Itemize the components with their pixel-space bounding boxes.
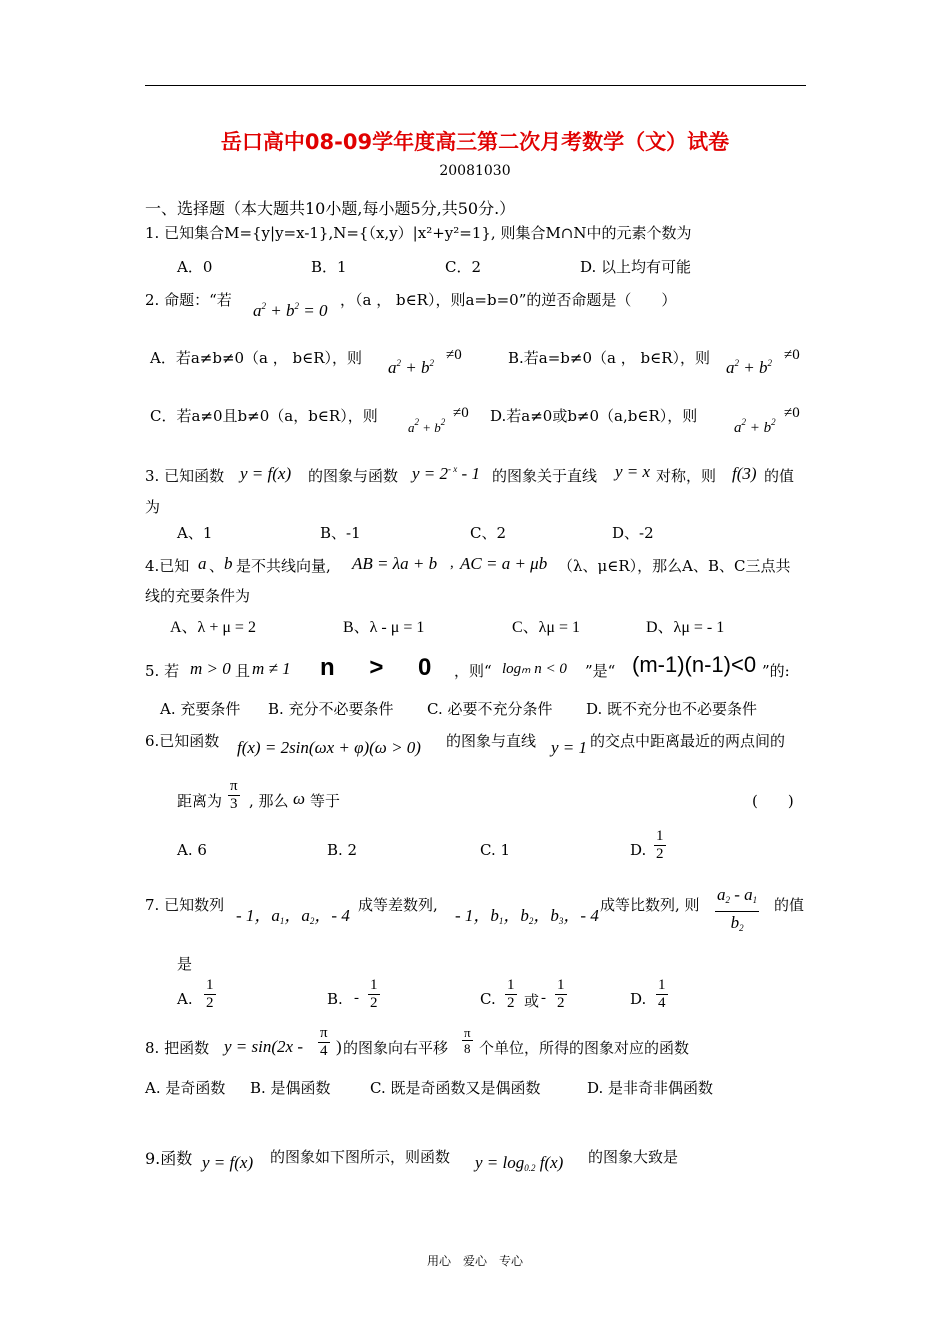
q4-comma: , (450, 555, 454, 571)
q4-option-c: C、λμ = 1 (512, 619, 581, 636)
q9-f: y = f(x) (202, 1153, 254, 1172)
q3-option-b: B、-1 (320, 524, 361, 542)
q6-stem-b: 的图象与直线 (446, 732, 537, 750)
q4-math-ac: AC = a + μb (460, 554, 548, 573)
page-footer: 用心 爱心 专心 (426, 1254, 523, 1268)
q5-big-n: n > 0 (320, 654, 446, 681)
header-rule (145, 85, 806, 86)
q2-option-a: A．若a≠b≠0（a ， b∈R），则 (150, 349, 363, 367)
q3-stem-a: 3. 已知函数 (145, 467, 225, 485)
q3-math-g: $y = 2^{- x} - 1$ (412, 464, 480, 483)
q6-stem-a: 6.已知函数 (145, 732, 220, 750)
q2-math: $a^2 + b^2 = 0$ (253, 301, 328, 320)
q2-stem-a: 2. 命题：“若 (145, 291, 232, 309)
q7-option-d: D. (630, 990, 647, 1008)
q7-frac: $\frac{a_2 - a_1}{b_2}$ (717, 885, 758, 933)
section-heading: 一、选择题（本大题共10小题,每小题5分,共50分.） (145, 199, 516, 218)
q5-option-c: C. 必要不充分条件 (427, 700, 553, 718)
q6-line2-b: , 那么 (249, 792, 289, 810)
q7-option-c-frac2: $\frac{1}{2}$ (557, 977, 565, 1011)
q6-pi-over-3: $\frac{\pi}{3}$ (230, 778, 238, 812)
q8-func: y = sin(2x - (224, 1037, 303, 1056)
q5-m1: m > 0 (190, 659, 231, 678)
q4-stem-d: （λ、μ∈R），那么A、B、C三点共 (558, 557, 791, 575)
q8-option-d: D. 是非奇非偶函数 (587, 1079, 714, 1097)
q7-option-a-frac: $\frac{1}{2}$ (206, 977, 214, 1011)
q7-seq1: - 1，$a_1$，$a_2$，- 4 (236, 906, 350, 926)
q2-option-b: B.若a=b≠0（a ， b∈R），则 (508, 349, 710, 367)
q2-option-c: C．若a≠0且b≠0（a，b∈R），则 (150, 407, 378, 425)
q4-math-ab: AB = λa + b (352, 554, 438, 573)
q7-stem-b: 成等差数列, (358, 896, 438, 914)
q3-stem-d: 对称，则 (656, 467, 717, 485)
q3-option-c: C、2 (470, 524, 507, 542)
q8-pi-over-4: $\frac{\pi}{4}$ (320, 1025, 328, 1059)
q6-line2-c: 等于 (310, 792, 341, 810)
q7-option-b-minus: - (354, 990, 359, 1006)
q3-math-f: y = f(x) (240, 464, 292, 483)
q6-option-b: B. 2 (327, 841, 358, 859)
q6-answer-paren: ( ) (752, 792, 794, 810)
q6-option-d: D. (630, 841, 647, 859)
q7-option-d-frac: $\frac{1}{4}$ (658, 977, 666, 1011)
q6-option-a: A. 6 (177, 841, 207, 859)
q1-option-d: D. 以上均有可能 (580, 258, 692, 276)
q7-stem-d: 的值 (774, 896, 805, 914)
q6-option-c: C. 1 (480, 841, 511, 859)
q4-option-b: B、λ - μ = 1 (343, 619, 425, 636)
q5-stem-e: ”的: (762, 662, 790, 680)
q8-option-b: B. 是偶函数 (250, 1079, 331, 1097)
q4-option-a: A、λ + μ = 2 (170, 619, 256, 636)
q8-stem-b: 的图象向右平移 (343, 1039, 449, 1057)
q4-line2: 线的充要条件为 (145, 587, 251, 605)
q7-stem-a: 7. 已知数列 (145, 896, 225, 914)
exam-date: 20081030 (439, 163, 511, 179)
q2-option-d-neq: ≠0 (784, 405, 800, 421)
q8-option-c: C. 既是奇函数又是偶函数 (370, 1079, 541, 1097)
q7-option-a: A. (177, 990, 193, 1008)
q4-stem-b: 、 (209, 557, 225, 575)
q2-option-a-neq: ≠0 (446, 347, 462, 363)
q8-func-close: ) (336, 1037, 342, 1056)
q4-stem-a: 4.已知 (145, 557, 190, 575)
q5-cond: (m-1)(n-1)<0 (632, 652, 757, 677)
q9-g: $y = \log_{0.2} f(x)$ (475, 1153, 564, 1173)
q7-seq2: - 1，$b_1$，$b_2$，$b_3$，- 4 (455, 906, 599, 926)
q6-stem-c: 的交点中距离最近的两点间的 (590, 732, 786, 750)
q7-line2: 是 (177, 955, 193, 973)
q7-option-b-frac: $\frac{1}{2}$ (370, 977, 378, 1011)
q1-option-b: B．1 (311, 258, 347, 276)
q5-option-b: B. 充分不必要条件 (268, 700, 394, 718)
q9-stem-a: 9.函数 (145, 1149, 193, 1168)
q4-vec-b: b (224, 554, 233, 573)
q8-stem-c: 个单位，所得的图象对应的函数 (479, 1039, 690, 1057)
q3-stem-c: 的图象关于直线 (492, 467, 598, 485)
q6-omega: ω (293, 789, 306, 808)
q6-func: f(x) = 2sin(ωx + φ)(ω > 0) (237, 738, 421, 757)
q9-stem-b: 的图象如下图所示，则函数 (270, 1148, 451, 1166)
q2-option-d-math: $a^2 + b^2$ (734, 417, 776, 436)
q3-stem-b: 的图象与函数 (308, 467, 399, 485)
q7-option-c-frac1: $\frac{1}{2}$ (507, 977, 515, 1011)
q5-stem-a: 5. 若 (145, 662, 180, 680)
q6-option-d-frac: $\frac{1}{2}$ (656, 828, 664, 862)
q3-option-a: A、1 (177, 524, 213, 542)
q4-vec-a: a (198, 554, 207, 573)
q8-pi-over-8: $\frac{\pi}{8}$ (464, 1025, 471, 1056)
q7-option-c: C. (480, 990, 496, 1008)
q3-math-val: f(3) (732, 464, 757, 483)
q8-stem-a: 8. 把函数 (145, 1039, 210, 1057)
q2-option-b-math: $a^2 + b^2$ (726, 358, 772, 377)
q2-option-c-neq: ≠0 (453, 405, 469, 421)
q3-math-line: y = x (615, 462, 651, 481)
q5-m2: m ≠ 1 (252, 659, 291, 678)
q5-stem-d: ”是“ (585, 662, 616, 680)
q5-log: logₘ n < 0 (502, 661, 567, 677)
q7-stem-c: 成等比数列, 则 (600, 896, 700, 914)
q5-stem-b: 且 (235, 662, 251, 680)
q5-option-d: D. 既不充分也不必要条件 (586, 700, 758, 718)
q6-line: y = 1 (551, 738, 588, 757)
q7-option-b: B. (327, 990, 343, 1008)
q2-option-b-neq: ≠0 (784, 347, 800, 363)
q4-option-d: D、λμ = - 1 (646, 619, 725, 636)
q9-stem-c: 的图象大致是 (588, 1148, 679, 1166)
q1-stem: 1. 已知集合M={y|y=x-1},N={（x,y）|x²+y²=1}, 则集合M∩N中的元素个数为 (145, 224, 692, 242)
q5-stem-c: ，则“ (454, 662, 492, 680)
q8-option-a: A. 是奇函数 (145, 1079, 226, 1097)
q5-option-a: A. 充要条件 (160, 700, 241, 718)
q2-stem-b: ，（a ， b∈R），则a=b=0”的逆否命题是（ ） (340, 291, 677, 309)
q1-option-a: A．0 (177, 258, 213, 276)
q7-option-c-minus: - (541, 990, 546, 1006)
exam-title: 岳口高中08-09学年度高三第二次月考数学（文）试卷 (220, 130, 730, 154)
q4-stem-c: 是不共线向量, (236, 557, 331, 575)
q6-line2-a: 距离为 (177, 792, 223, 810)
q2-option-d: D.若a≠0或b≠0（a,b∈R），则 (490, 407, 698, 425)
q3-option-d: D、-2 (612, 524, 654, 542)
q7-option-c-or: 或 (524, 992, 540, 1010)
q2-option-a-math: $a^2 + b^2$ (388, 358, 434, 377)
q2-option-c-math: $a^2 + b^2$ (408, 417, 446, 435)
q3-stem-e: 的值 (764, 467, 795, 485)
q1-option-c: C．2 (445, 258, 482, 276)
q3-line2: 为 (145, 498, 161, 516)
